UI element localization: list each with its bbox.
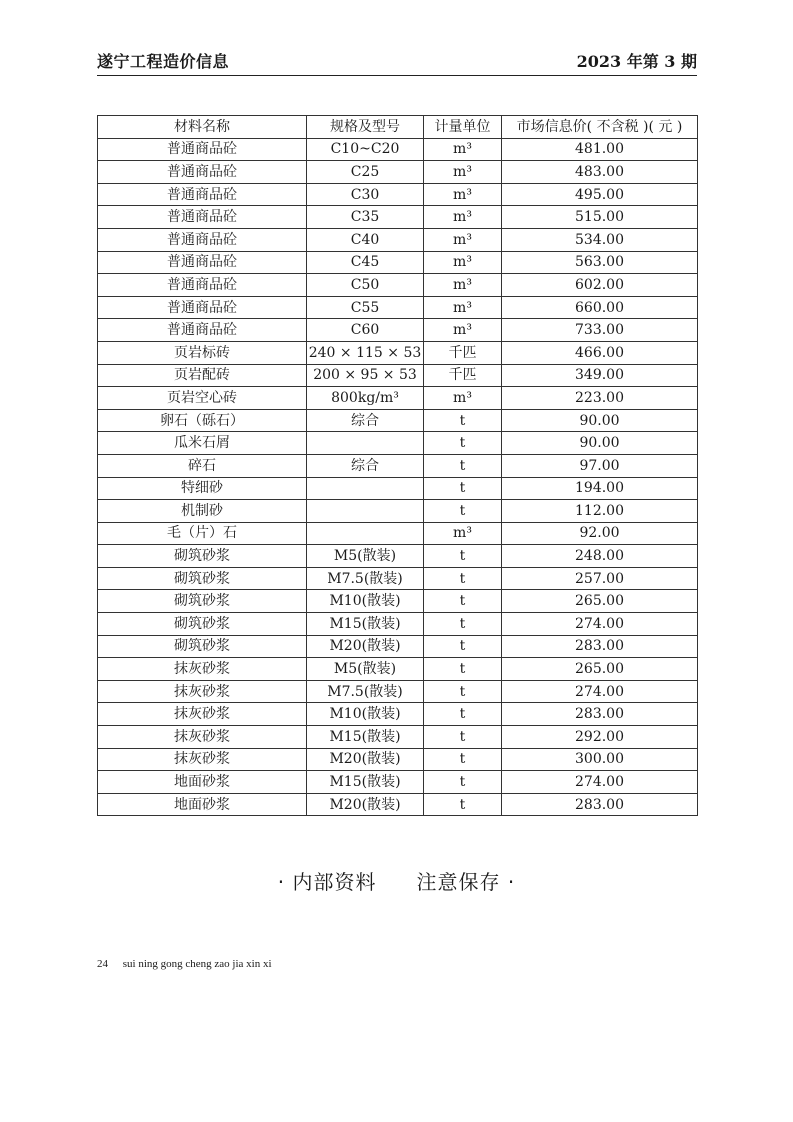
material-name-cell: 普通商品砼 (98, 319, 307, 342)
material-price-table (97, 115, 698, 816)
price-cell: 481.00 (502, 138, 698, 161)
unit-cell: 千匹 (424, 341, 502, 364)
price-cell: 248.00 (502, 545, 698, 568)
column-header-price: 市场信息价( 不含税 )( 元 ) (502, 116, 698, 139)
internal-notice (0, 866, 793, 895)
publication-title: 遂宁工程造价信息 (97, 52, 230, 71)
material-name-cell: 页岩标砖 (98, 341, 307, 364)
material-name-cell: 地面砂浆 (98, 793, 307, 816)
material-name-cell: 砌筑砂浆 (98, 545, 307, 568)
table-row (98, 680, 698, 703)
unit-cell: t (424, 590, 502, 613)
table-row (98, 319, 698, 342)
material-name-cell: 普通商品砼 (98, 138, 307, 161)
price-cell: 283.00 (502, 793, 698, 816)
spec-cell: M20(散装) (307, 793, 424, 816)
table-row (98, 454, 698, 477)
price-cell: 349.00 (502, 364, 698, 387)
material-name-cell: 普通商品砼 (98, 183, 307, 206)
unit-cell: m³ (424, 522, 502, 545)
unit-cell: t (424, 658, 502, 681)
table-row (98, 387, 698, 410)
material-name-cell: 抹灰砂浆 (98, 658, 307, 681)
unit-cell: m³ (424, 183, 502, 206)
price-cell: 274.00 (502, 680, 698, 703)
table-row (98, 703, 698, 726)
price-cell: 300.00 (502, 748, 698, 771)
price-cell: 283.00 (502, 703, 698, 726)
unit-cell: m³ (424, 296, 502, 319)
table-row (98, 409, 698, 432)
price-cell: 495.00 (502, 183, 698, 206)
material-name-cell: 卵石（砾石） (98, 409, 307, 432)
unit-cell: t (424, 703, 502, 726)
spec-cell: 240 × 115 × 53 (307, 341, 424, 364)
price-cell: 97.00 (502, 454, 698, 477)
price-cell: 90.00 (502, 432, 698, 455)
table-row (98, 590, 698, 613)
unit-cell: t (424, 613, 502, 636)
table-row (98, 500, 698, 523)
table-row (98, 522, 698, 545)
price-cell: 602.00 (502, 274, 698, 297)
material-name-cell: 抹灰砂浆 (98, 680, 307, 703)
footer-pinyin: sui ning gong cheng zao jia xin xi (122, 958, 272, 970)
material-name-cell: 页岩配砖 (98, 364, 307, 387)
price-cell: 292.00 (502, 726, 698, 749)
spec-cell (307, 500, 424, 523)
spec-cell: 综合 (307, 409, 424, 432)
price-cell: 274.00 (502, 771, 698, 794)
price-cell: 534.00 (502, 228, 698, 251)
spec-cell: C25 (307, 161, 424, 184)
table-header-row (98, 116, 698, 139)
unit-cell: t (424, 635, 502, 658)
page-header (97, 47, 697, 76)
price-cell: 265.00 (502, 590, 698, 613)
unit-cell: t (424, 567, 502, 590)
spec-cell: M15(散装) (307, 771, 424, 794)
spec-cell: C60 (307, 319, 424, 342)
material-name-cell: 普通商品砼 (98, 274, 307, 297)
price-cell: 274.00 (502, 613, 698, 636)
unit-cell: t (424, 748, 502, 771)
table-row (98, 138, 698, 161)
unit-cell: m³ (424, 319, 502, 342)
material-name-cell: 普通商品砼 (98, 206, 307, 229)
column-header-unit: 计量单位 (424, 116, 502, 139)
unit-cell: m³ (424, 274, 502, 297)
spec-cell: C40 (307, 228, 424, 251)
material-name-cell: 普通商品砼 (98, 228, 307, 251)
table-row (98, 771, 698, 794)
price-cell: 563.00 (502, 251, 698, 274)
table-row (98, 635, 698, 658)
material-name-cell: 特细砂 (98, 477, 307, 500)
spec-cell: M15(散装) (307, 726, 424, 749)
unit-cell: t (424, 454, 502, 477)
spec-cell: M15(散装) (307, 613, 424, 636)
spec-cell: C35 (307, 206, 424, 229)
spec-cell: M5(散装) (307, 658, 424, 681)
price-cell: 223.00 (502, 387, 698, 410)
material-name-cell: 地面砂浆 (98, 771, 307, 794)
spec-cell: M20(散装) (307, 748, 424, 771)
unit-cell: t (424, 545, 502, 568)
table-row (98, 251, 698, 274)
column-header-spec: 规格及型号 (307, 116, 424, 139)
spec-cell: 综合 (307, 454, 424, 477)
table-row (98, 432, 698, 455)
price-cell: 660.00 (502, 296, 698, 319)
unit-cell: m³ (424, 161, 502, 184)
material-name-cell: 普通商品砼 (98, 296, 307, 319)
material-name-cell: 普通商品砼 (98, 161, 307, 184)
spec-cell: M5(散装) (307, 545, 424, 568)
table-row (98, 726, 698, 749)
price-cell: 90.00 (502, 409, 698, 432)
price-cell: 112.00 (502, 500, 698, 523)
table-row (98, 364, 698, 387)
material-name-cell: 抹灰砂浆 (98, 726, 307, 749)
table-row (98, 793, 698, 816)
table-row (98, 658, 698, 681)
unit-cell: t (424, 793, 502, 816)
table-row (98, 341, 698, 364)
material-name-cell: 抹灰砂浆 (98, 703, 307, 726)
spec-cell: M20(散装) (307, 635, 424, 658)
material-name-cell: 砌筑砂浆 (98, 613, 307, 636)
unit-cell: m³ (424, 228, 502, 251)
table-row (98, 545, 698, 568)
unit-cell: m³ (424, 251, 502, 274)
material-name-cell: 砌筑砂浆 (98, 635, 307, 658)
price-cell: 515.00 (502, 206, 698, 229)
material-name-cell: 瓜米石屑 (98, 432, 307, 455)
material-name-cell: 砌筑砂浆 (98, 567, 307, 590)
spec-cell: M10(散装) (307, 590, 424, 613)
spec-cell: M7.5(散装) (307, 680, 424, 703)
spec-cell (307, 522, 424, 545)
price-cell: 466.00 (502, 341, 698, 364)
table-row (98, 748, 698, 771)
spec-cell: 200 × 95 × 53 (307, 364, 424, 387)
table-body (98, 138, 698, 816)
spec-cell: C50 (307, 274, 424, 297)
unit-cell: m³ (424, 387, 502, 410)
unit-cell: m³ (424, 138, 502, 161)
spec-cell: C55 (307, 296, 424, 319)
material-name-cell: 毛（片）石 (98, 522, 307, 545)
table-row (98, 228, 698, 251)
notice-keep-safe: 注意保存 · (416, 870, 516, 894)
unit-cell: 千匹 (424, 364, 502, 387)
table-row (98, 161, 698, 184)
page-number: 24 (97, 958, 108, 970)
table-row (98, 477, 698, 500)
price-cell: 92.00 (502, 522, 698, 545)
spec-cell: M10(散装) (307, 703, 424, 726)
unit-cell: t (424, 477, 502, 500)
material-name-cell: 碎石 (98, 454, 307, 477)
price-cell: 283.00 (502, 635, 698, 658)
material-name-cell: 机制砂 (98, 500, 307, 523)
material-name-cell: 页岩空心砖 (98, 387, 307, 410)
unit-cell: t (424, 680, 502, 703)
unit-cell: t (424, 500, 502, 523)
column-header-material-name: 材料名称 (98, 116, 307, 139)
unit-cell: t (424, 771, 502, 794)
unit-cell: t (424, 726, 502, 749)
page-footer (97, 958, 272, 970)
price-cell: 257.00 (502, 567, 698, 590)
price-cell: 265.00 (502, 658, 698, 681)
table-row (98, 274, 698, 297)
table-row (98, 567, 698, 590)
table-row (98, 613, 698, 636)
material-name-cell: 砌筑砂浆 (98, 590, 307, 613)
spec-cell: M7.5(散装) (307, 567, 424, 590)
spec-cell: C10~C20 (307, 138, 424, 161)
spec-cell (307, 432, 424, 455)
unit-cell: m³ (424, 206, 502, 229)
unit-cell: t (424, 409, 502, 432)
price-cell: 483.00 (502, 161, 698, 184)
material-name-cell: 抹灰砂浆 (98, 748, 307, 771)
table-row (98, 183, 698, 206)
price-cell: 194.00 (502, 477, 698, 500)
table-row (98, 296, 698, 319)
unit-cell: t (424, 432, 502, 455)
notice-internal-material: · 内部资料 (277, 870, 377, 894)
material-name-cell: 普通商品砼 (98, 251, 307, 274)
issue-label: 2023 年第 3 期 (576, 52, 697, 71)
spec-cell: C45 (307, 251, 424, 274)
spec-cell: C30 (307, 183, 424, 206)
spec-cell: 800kg/m³ (307, 387, 424, 410)
spec-cell (307, 477, 424, 500)
price-cell: 733.00 (502, 319, 698, 342)
table-row (98, 206, 698, 229)
